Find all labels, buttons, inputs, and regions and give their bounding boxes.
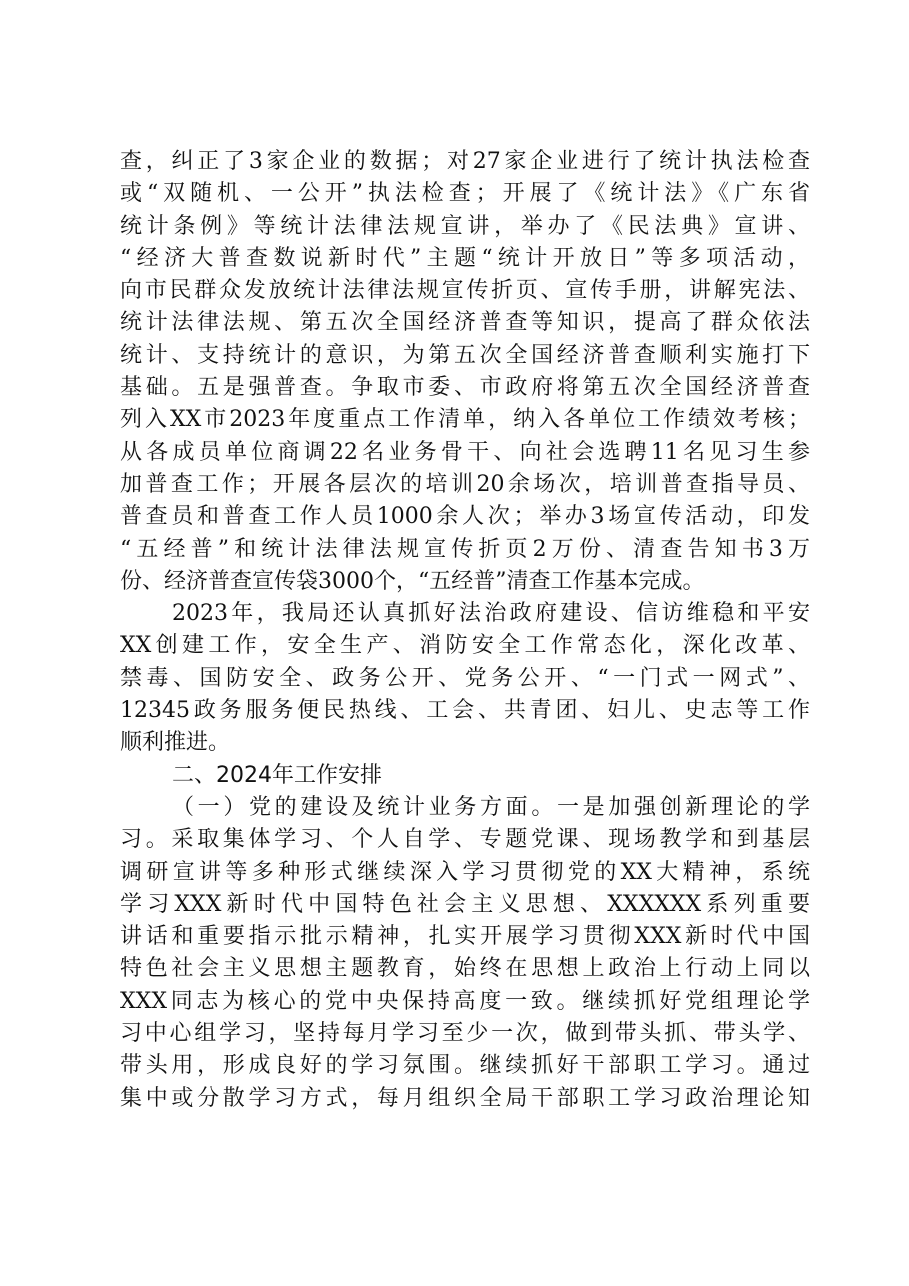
paragraph-statistics-enforcement — [120, 146, 810, 598]
text-line: 禁毒、国防安全、政务公开、党务公开、“一门式一网式”、 — [120, 665, 810, 691]
document-body — [120, 146, 810, 1115]
text-line: 向市民群众发放统计法律法规宣传折页、宣传手册，讲解宪法、 — [120, 278, 810, 304]
text-line: 2023年，我局还认真抓好法治政府建设、信访维稳和平安 — [172, 601, 810, 627]
text-line: “经济大普查数说新时代”主题“统计开放日”等多项活动， — [120, 245, 810, 271]
paragraph-2023-other-work — [120, 598, 810, 759]
text-line: 列入XX市2023年度重点工作清单，纳入各单位工作绩效考核； — [120, 407, 810, 433]
text-line: 基础。五是强普查。争取市委、市政府将第五次全国经济普查 — [120, 375, 810, 401]
text-line: 统计法律法规、第五次全国经济普查等知识，提高了群众依法 — [120, 310, 810, 336]
text-line: 调研宣讲等多种形式继续深入学习贯彻党的XX大精神，系统 — [120, 859, 810, 885]
text-line: 份、经济普查宣传袋3000个，“五经普”清查工作基本完成。 — [120, 568, 705, 594]
text-line: 学习XXX新时代中国特色社会主义思想、XXXXXX系列重要 — [120, 891, 810, 917]
text-line: 特色社会主义思想主题教育，始终在思想上政治上行动上同以 — [120, 956, 810, 982]
text-line: 顺利推进。 — [120, 730, 231, 756]
text-line: 查，纠正了3家企业的数据；对27家企业进行了统计执法检查 — [120, 149, 810, 174]
text-line: 集中或分散学习方式，每月组织全局干部职工学习政治理论知 — [120, 1085, 810, 1111]
text-line: “五经普”和统计法律法规宣传折页2万份、清查告知书3万 — [120, 536, 810, 562]
text-line: 带头用，形成良好的学习氛围。继续抓好干部职工学习。通过 — [120, 1053, 810, 1079]
text-line: XX创建工作，安全生产、消防安全工作常态化，深化改革、 — [120, 633, 810, 659]
text-line: 或“双随机、一公开”执法检查；开展了《统计法》《广东省 — [120, 181, 810, 207]
text-line: XXX同志为核心的党中央保持高度一致。继续抓好党组理论学 — [120, 988, 810, 1014]
text-line: 12345政务服务便民热线、工会、共青团、妇儿、史志等工作 — [120, 698, 810, 724]
text-line: 统计、支持统计的意识，为第五次全国经济普查顺利实施打下 — [120, 342, 810, 368]
text-line: 习。采取集体学习、个人自学、专题党课、现场教学和到基层 — [120, 827, 810, 853]
text-line: 从各成员单位商调22名业务骨干、向社会选聘11名见习生参 — [120, 439, 810, 465]
text-line: 加普查工作；开展各层次的培训20余场次，培训普查指导员、 — [120, 471, 810, 497]
text-line: （一）党的建设及统计业务方面。一是加强创新理论的学 — [172, 794, 810, 820]
paragraph-2024-party-building — [120, 792, 810, 1115]
text-line: 讲话和重要指示批示精神，扎实开展学习贯彻XXX新时代中国 — [120, 924, 810, 950]
text-line: 统计条例》等统计法律法规宣讲，举办了《民法典》宣讲、 — [120, 213, 810, 239]
section-heading: 二、2024年工作安排 — [172, 762, 382, 788]
text-line: 普查员和普查工作人员1000余人次；举办3场宣传活动，印发 — [120, 504, 810, 530]
text-line: 习中心组学习，坚持每月学习至少一次，做到带头抓、带头学、 — [120, 1021, 810, 1047]
